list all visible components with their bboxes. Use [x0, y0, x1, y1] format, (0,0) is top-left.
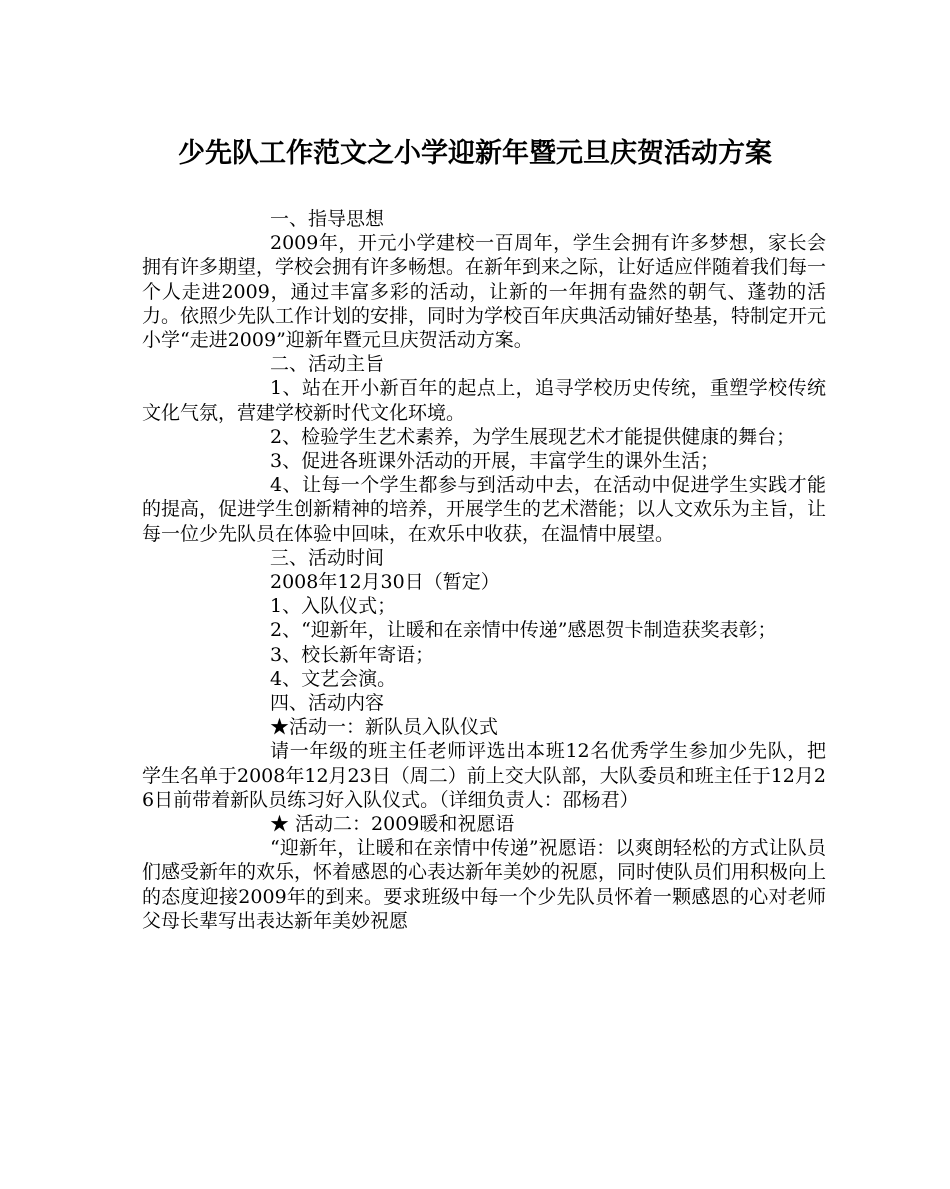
- paragraph: 3、校长新年寄语；: [270, 643, 435, 666]
- paragraph: 请一年级的班主任老师评选出本班12名优秀学生参加少先队，把学生名单于2008年12月23日（周二）前上交大队部，大队委员和班主任于12月26日前带着新队员练习好入队仪式。（详细负责人：邵杨君）: [142, 740, 826, 811]
- paragraph: 2008年12月30日（暂定）: [270, 571, 500, 594]
- activity-heading: ★ 活动二：2009暖和祝愿语: [270, 813, 515, 836]
- paragraph: 3、促进各班课外活动的开展，丰富学生的课外生活；: [270, 450, 720, 473]
- paragraph: 1、站在开小新百年的起点上，追寻学校历史传统，重塑学校传统文化气氛，营建学校新时代文化环境。: [142, 377, 826, 424]
- document-title: 少先队工作范文之小学迎新年暨元旦庆贺活动方案: [178, 138, 772, 169]
- paragraph: “迎新年，让暖和在亲情中传递”祝愿语：以爽朗轻松的方式让队员们感受新年的欢乐，怀着感恩的心表达新年美妙的祝愿，同时使队员们用积极向上的态度迎接2009年的到来。要求班级中每一个少先队员怀着一颗感恩的心对老师父母长辈写出表达新年美妙祝愿: [142, 837, 827, 932]
- paragraph: 1、入队仪式；: [270, 595, 397, 618]
- section-heading: 三、活动时间: [270, 546, 385, 569]
- paragraph: 4、文艺会演。: [270, 667, 397, 690]
- section-heading: 四、活动内容: [270, 692, 385, 715]
- document-body: [142, 207, 826, 933]
- section-heading: 二、活动主旨: [270, 353, 385, 376]
- paragraph: 4、让每一个学生都参与到活动中去，在活动中促进学生实践才能的提高，促进学生创新精神的培养，开展学生的艺术潜能；以人文欢乐为主旨，让每一位少先队员在体验中回味，在欢乐中收获，在温情中展望。: [142, 474, 827, 545]
- activity-heading: ★活动一：新队员入队仪式: [270, 716, 499, 739]
- paragraph: 2、检验学生艺术素养，为学生展现艺术才能提供健康的舞台；: [270, 425, 796, 448]
- paragraph: 2009年，开元小学建校一百周年，学生会拥有许多梦想，家长会拥有许多期望，学校会拥有许多畅想。在新年到来之际，让好适应伴随着我们每一个人走进2009，通过丰富多彩的活动，让新的一年拥有盎然的朝气、蓬勃的活力。依照少先队工作计划的安排，同时为学校百年庆典活动铺好垫基，特制定开元小学“走进2009”迎新年暨元旦庆贺活动方案。: [142, 232, 827, 352]
- section-heading: 一、指导思想: [270, 208, 385, 230]
- paragraph: 2、“迎新年，让暖和在亲情中传递”感恩贺卡制造获奖表彰；: [270, 619, 777, 642]
